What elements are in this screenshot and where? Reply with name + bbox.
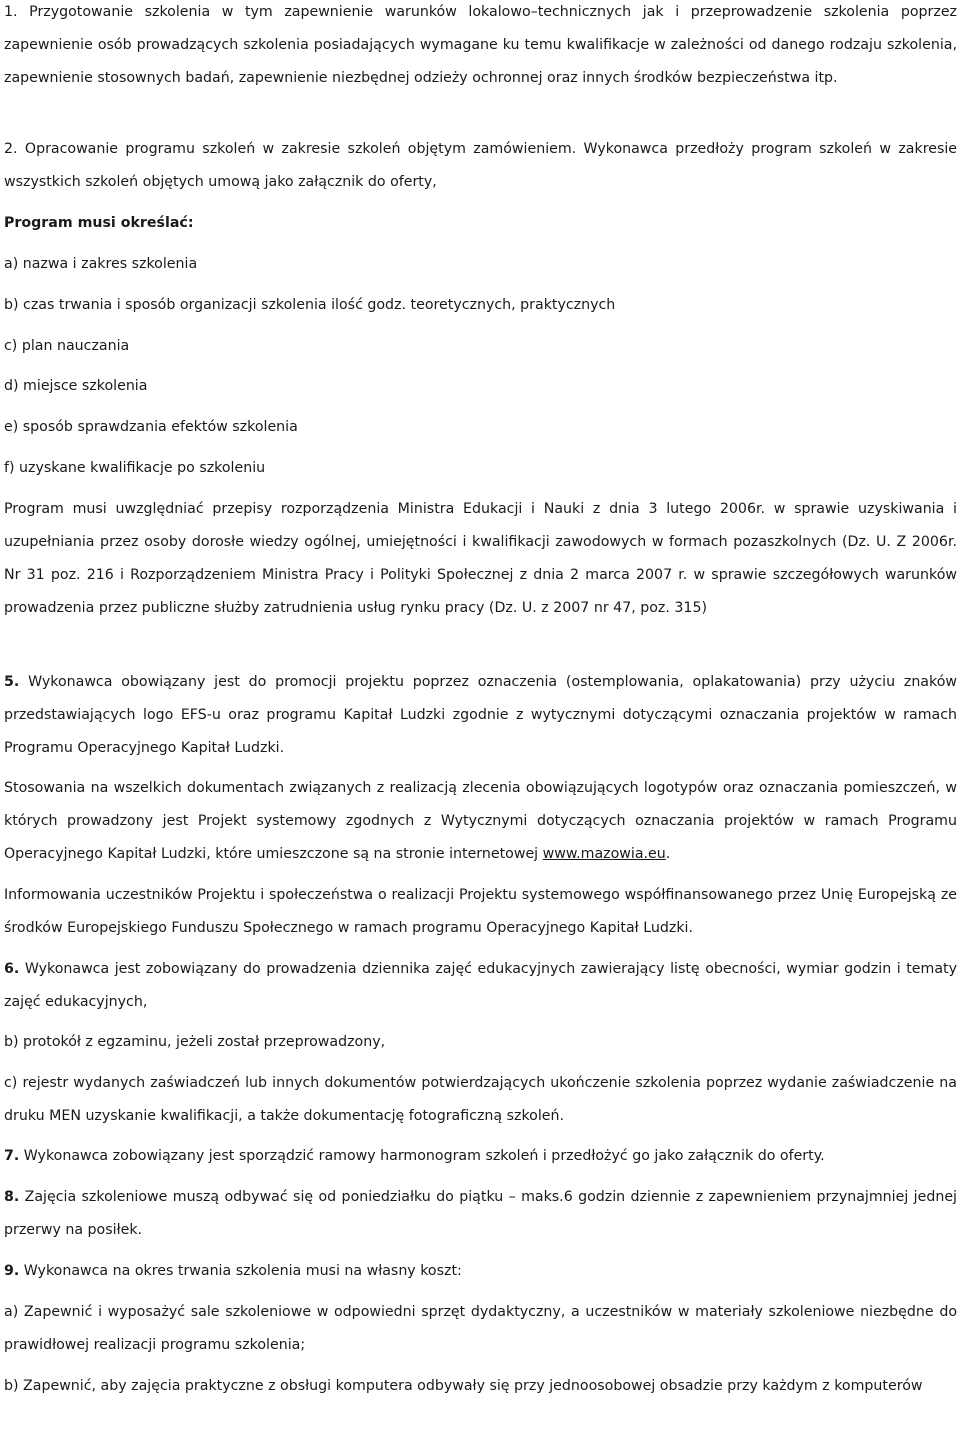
paragraph-logotypes-text: Stosowania na wszelkich dokumentach związanych z realizacją zlecenia obowiązujących logotypów oraz oznaczania pomieszczeń, w których prowadzony jest Projekt systemowy zgodnych z Wytycznymi dotyczących oznaczania projektów w ramach Programu Operacyjnego Kapitał Ludzki, które umieszczone są na stronie internetowej — [4, 780, 957, 862]
paragraph-9-number: 9. — [4, 1263, 20, 1279]
paragraph-5 — [4, 666, 957, 765]
paragraph-6 — [4, 953, 957, 1019]
mazowia-link[interactable]: www.mazowia.eu — [542, 846, 666, 862]
paragraph-9 — [4, 1255, 957, 1288]
program-heading: Program musi określać: — [4, 215, 194, 231]
list-item-a: a) nazwa i zakres szkolenia — [4, 256, 198, 272]
paragraph-9-item-b: b) Zapewnić, aby zajęcia praktyczne z obsługi komputera odbywały się przy jednoosobowej obsadzie przy każdym z komputerów — [4, 1378, 923, 1394]
paragraph-information: Informowania uczestników Projektu i społeczeństwa o realizacji Projektu systemowego współfinansowanego przez Unię Europejską ze środków Europejskiego Funduszu Społecznego w ramach programu Operacyjnego Kapitał Ludzki. — [4, 887, 957, 936]
paragraph-6-text: Wykonawca jest zobowiązany do prowadzenia dziennika zajęć edukacyjnych zawierający listę obecności, wymiar godzin i tematy zajęć edukacyjnych, — [4, 961, 957, 1010]
paragraph-6-item-b: b) protokół z egzaminu, jeżeli został przeprowadzony, — [4, 1034, 386, 1050]
paragraph-2: 2. Opracowanie programu szkoleń w zakresie szkoleń objętym zamówieniem. Wykonawca przedłoży program szkoleń w zakresie wszystkich szkoleń objętych umową jako załącznik do oferty, — [4, 141, 957, 190]
paragraph-9-item-a: a) Zapewnić i wyposażyć sale szkoleniowe w odpowiedni sprzęt dydaktyczny, a uczestników w materiały szkoleniowe niezbędne do prawidłowej realizacji programu szkolenia; — [4, 1304, 957, 1353]
list-item-f: f) uzyskane kwalifikacje po szkoleniu — [4, 460, 266, 476]
list-item-b: b) czas trwania i sposób organizacji szkolenia ilość godz. teoretycznych, praktycznych — [4, 297, 616, 313]
list-item-d: d) miejsce szkolenia — [4, 378, 148, 394]
paragraph-7 — [4, 1140, 957, 1173]
paragraph-6-item-c: c) rejestr wydanych zaświadczeń lub innych dokumentów potwierdzających ukończenie szkolenia poprzez wydanie zaświadczenie na druku MEN uzyskanie kwalifikacji, a także dokumentację fotograficzną szkoleń. — [4, 1075, 957, 1124]
paragraph-program-requirements: Program musi uwzględniać przepisy rozporządzenia Ministra Edukacji i Nauki z dnia 3 lutego 2006r. w sprawie uzyskiwania i uzupełniania przez osoby dorosłe wiedzy ogólnej, umiejętności i kwalifikacji zawodowych w formach pozaszkolnych (Dz. U. Z 2006r. Nr 31 poz. 216 i Rozporządzeniem Ministra Pracy i Polityki Społecznej z dnia 2 marca 2007 r. w sprawie szczegółowych warunków prowadzenia przez publiczne służby zatrudnienia usług rynku pracy (Dz. U. z 2007 nr 47, poz. 315) — [4, 501, 957, 616]
paragraph-7-text: Wykonawca zobowiązany jest sporządzić ramowy harmonogram szkoleń i przedłożyć go jako załącznik do oferty. — [19, 1148, 825, 1164]
paragraph-7-number: 7. — [4, 1148, 20, 1164]
paragraph-9-text: Wykonawca na okres trwania szkolenia musi na własny koszt: — [19, 1263, 462, 1279]
paragraph-logotypes-end: . — [665, 846, 671, 862]
paragraph-1: 1. Przygotowanie szkolenia w tym zapewnienie warunków lokalowo–technicznych jak i przeprowadzenie szkolenia poprzez zapewnienie osób prowadzących szkolenia posiadających wymagane ku temu kwalifikacje w zależności od danego rodzaju szkolenia, zapewnienie stosownych badań, zapewnienie niezbędnej odzieży ochronnej oraz innych środków bezpieczeństwa itp. — [4, 4, 957, 86]
list-item-e: e) sposób sprawdzania efektów szkolenia — [4, 419, 298, 435]
paragraph-8-number: 8. — [4, 1189, 20, 1205]
paragraph-5-text: Wykonawca obowiązany jest do promocji projektu poprzez oznaczenia (ostemplowania, oplakatowania) przy użyciu znaków przedstawiających logo EFS-u oraz programu Kapitał Ludzki zgodnie z wytycznymi dotyczącymi oznaczania projektów w ramach Programu Operacyjnego Kapitał Ludzki. — [4, 674, 957, 756]
paragraph-8-text: Zajęcia szkoleniowe muszą odbywać się od poniedziałku do piątku – maks.6 godzin dziennie z zapewnieniem przynajmniej jednej przerwy na posiłek. — [4, 1189, 957, 1238]
paragraph-5-number: 5. — [4, 674, 20, 690]
list-item-c: c) plan nauczania — [4, 338, 130, 354]
paragraph-8 — [4, 1181, 957, 1247]
paragraph-6-number: 6. — [4, 961, 20, 977]
paragraph-logotypes — [4, 772, 957, 871]
